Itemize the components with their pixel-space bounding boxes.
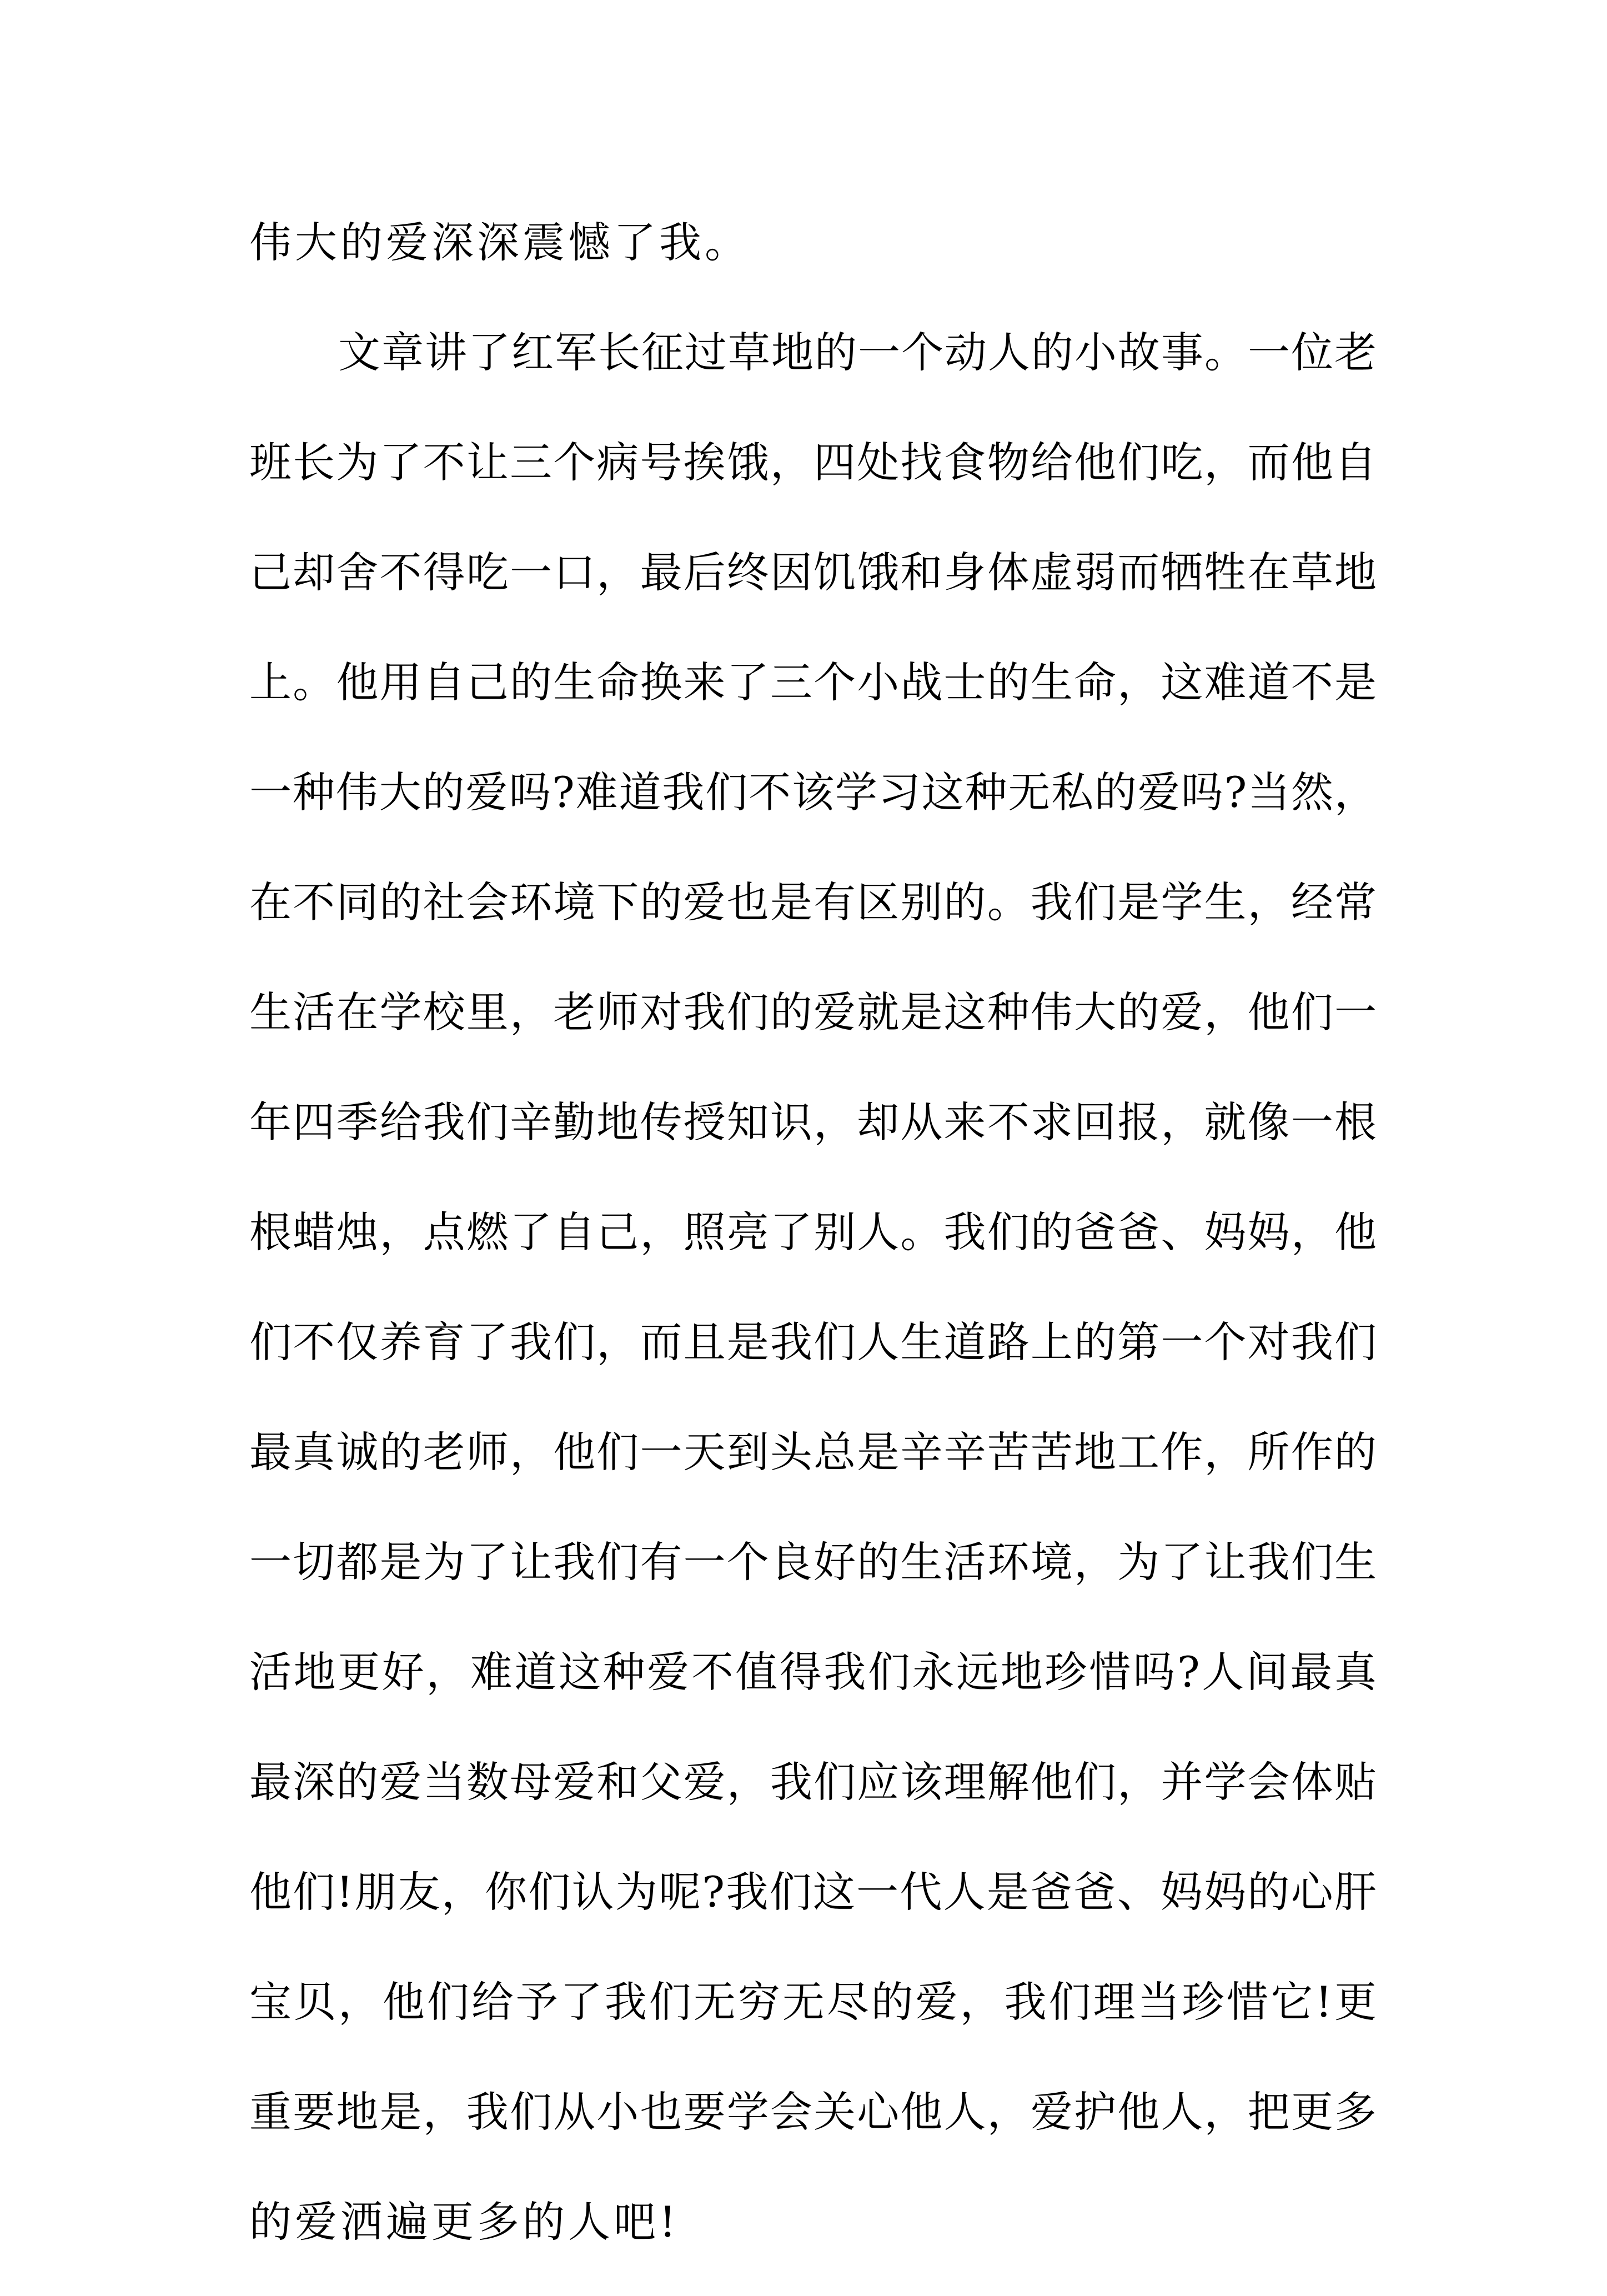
text-line: 伟大的爱深深震憾了我。 [249,218,750,267]
text-line: 己却舍不得吃一口，最后终因饥饿和身体虚弱而牺牲在草地 [249,548,1377,597]
text-line: 活地更好，难道这种爱不值得我们永远地珍惜吗?人间最真 [249,1647,1377,1697]
text-line: 根蜡烛，点燃了自己，照亮了别人。我们的爸爸、妈妈，他 [249,1207,1377,1257]
text-line: 重要地是，我们从小也要学会关心他人，爱护他人，把更多 [249,2087,1377,2137]
text-line: 上。他用自己的生命换来了三个小战士的生命，这难道不是 [249,658,1377,707]
text-line: 一切都是为了让我们有一个良好的生活环境，为了让我们生 [249,1537,1377,1587]
text-line: 生活在学校里，老师对我们的爱就是这种伟大的爱，他们一 [249,987,1377,1037]
text-line: 们不仅养育了我们，而且是我们人生道路上的第一个对我们 [249,1317,1377,1367]
text-line: 班长为了不让三个病号挨饿，四处找食物给他们吃，而他自 [249,438,1377,487]
text-line: 最深的爱当数母爱和父爱，我们应该理解他们，并学会体贴 [249,1757,1377,1807]
text-line: 在不同的社会环境下的爱也是有区别的。我们是学生，经常 [249,878,1377,927]
text-line: 一种伟大的爱吗?难道我们不该学习这种无私的爱吗?当然， [249,768,1377,817]
text-line: 最真诚的老师，他们一天到头总是辛辛苦苦地工作，所作的 [249,1427,1377,1477]
text-line: 文章讲了红军长征过草地的一个动人的小故事。一位老 [338,328,1377,377]
essay-text [249,207,1377,2296]
text-line: 年四季给我们辛勤地传授知识，却从来不求回报，就像一根 [249,1097,1377,1147]
text-line: 他们!朋友，你们认为呢?我们这一代人是爸爸、妈妈的心肝 [249,1867,1377,1917]
text-line: 的爱洒遍更多的人吧! [249,2197,680,2247]
text-line: 宝贝，他们给予了我们无穷无尽的爱，我们理当珍惜它!更 [249,1977,1377,2027]
